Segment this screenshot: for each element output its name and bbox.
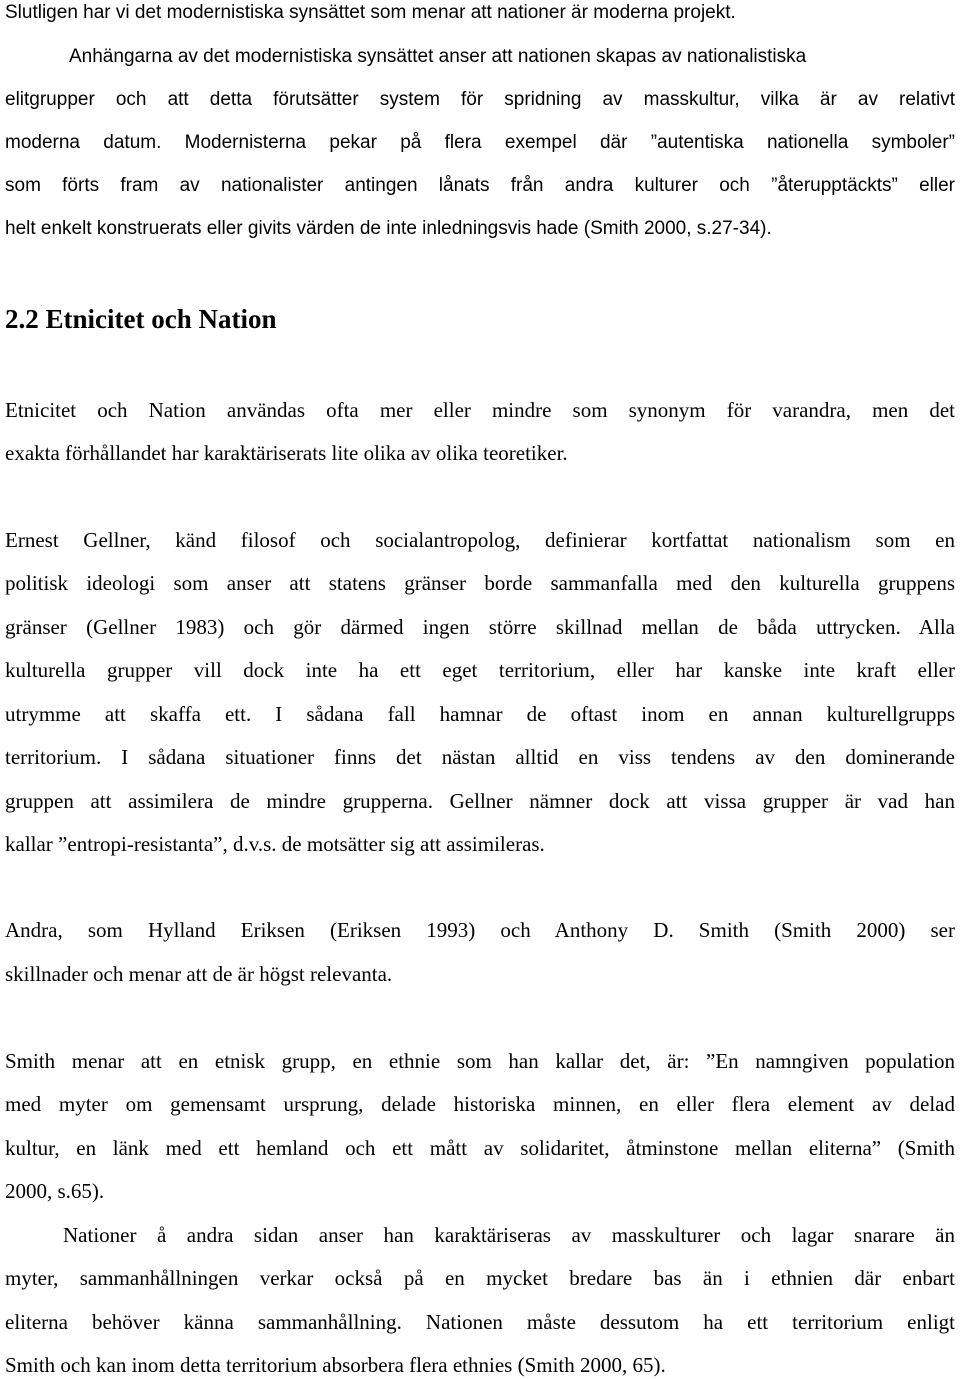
text-line: gränser (Gellner 1983) och gör därmed ingen större skillnad mellan de båda uttrycken. Alla <box>5 615 955 639</box>
text-line: helt enkelt konstruerats eller givits värden de inte inledningsvis hade (Smith 2000, s.27-34). <box>5 218 772 239</box>
text-line: Etnicitet och Nation användas ofta mer eller mindre som synonym för varandra, men det <box>5 398 955 422</box>
text-line: kallar ”entropi-resistanta”, d.v.s. de motsätter sig att assimileras. <box>5 832 545 856</box>
text-line: territorium. I sådana situationer finns det nästan alltid en viss tendens av den dominerande <box>5 745 955 769</box>
text-line: eliterna behöver känna sammanhållning. Nationen måste dessutom ha ett territorium enligt <box>5 1310 955 1334</box>
text-line: 2000, s.65). <box>5 1179 105 1203</box>
text-line: moderna datum. Modernisterna pekar på flera exempel där ”autentiska nationella symboler” <box>5 132 955 153</box>
text-line: gruppen att assimilera de mindre grupperna. Gellner nämner dock att vissa grupper är vad han <box>5 789 955 813</box>
text-line: exakta förhållandet har karaktäriserats lite olika av olika teoretiker. <box>5 441 568 465</box>
text-line: Ernest Gellner, känd filosof och socialantropolog, definierar kortfattat nationalism som en <box>5 528 955 552</box>
text-line: som förts fram av nationalister antingen lånats från andra kulturer och ”återupptäckts” eller <box>5 175 955 196</box>
text-line: Anhängarna av det modernistiska synsättet anser att nationen skapas av nationalistiska <box>69 46 807 67</box>
text-line: myter, sammanhållningen verkar också på en mycket bredare bas än i ethnien där enbart <box>5 1266 955 1290</box>
text-line: Nationer å andra sidan anser han karaktäriseras av masskulturer och lagar snarare än <box>63 1223 955 1247</box>
text-line: med myter om gemensamt ursprung, delade historiska minnen, en eller flera element av delad <box>5 1092 955 1116</box>
text-line: Smith och kan inom detta territorium absorbera flera ethnies (Smith 2000, 65). <box>5 1353 666 1377</box>
text-line: skillnader och menar att de är högst relevanta. <box>5 962 393 986</box>
text-line: Andra, som Hylland Eriksen (Eriksen 1993) och Anthony D. Smith (Smith 2000) ser <box>5 918 955 942</box>
text-line: utrymme att skaffa ett. I sådana fall hamnar de oftast inom en annan kulturellgrupps <box>5 702 955 726</box>
section-heading: 2.2 Etnicitet och Nation <box>5 304 277 334</box>
text-line: Smith menar att en etnisk grupp, en ethnie som han kallar det, är: ”En namngiven population <box>5 1049 955 1073</box>
text-line: politisk ideologi som anser att statens gränser borde sammanfalla med den kulturella gruppens <box>5 571 955 595</box>
text-line: Slutligen har vi det modernistiska synsättet som menar att nationer är moderna projekt. <box>5 2 736 23</box>
text-line: elitgrupper och att detta förutsätter system för spridning av masskultur, vilka är av relativt <box>5 89 955 110</box>
text-line: kulturella grupper vill dock inte ha ett eget territorium, eller har kanske inte kraft eller <box>5 658 955 682</box>
text-line: kultur, en länk med ett hemland och ett mått av solidaritet, åtminstone mellan eliterna” (Smith <box>5 1136 955 1160</box>
